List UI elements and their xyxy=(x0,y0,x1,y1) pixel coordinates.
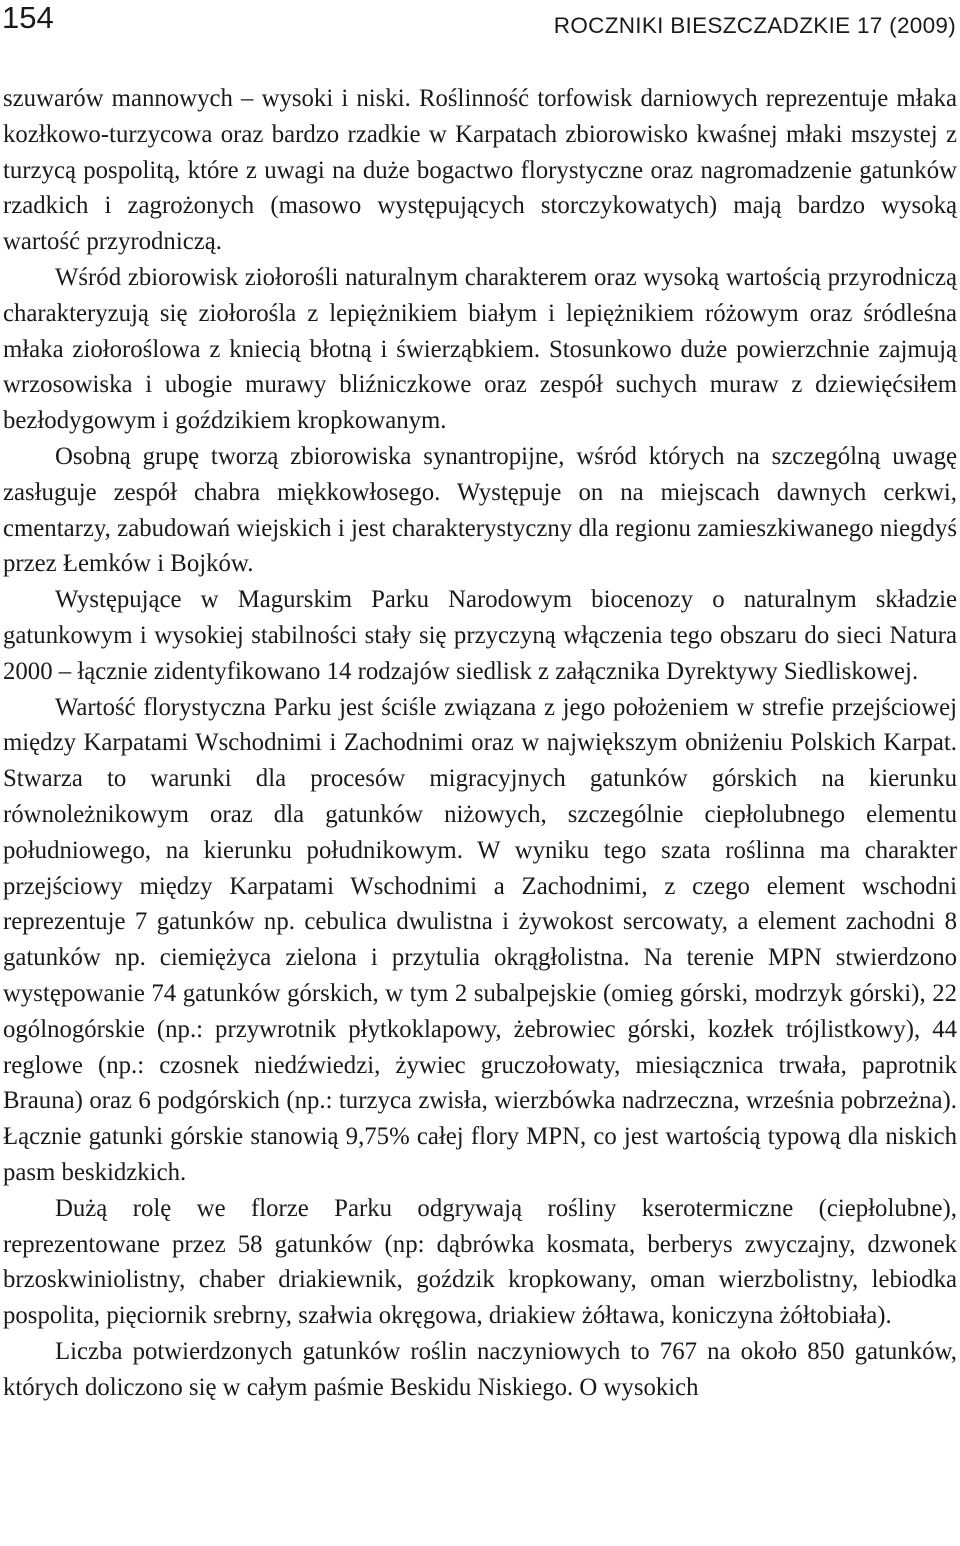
paragraph: Liczba potwierdzonych gatunków roślin naczyniowych to 767 na około 850 gatunków, których doliczono się w całym paśmie Beskidu Niskiego. O wysokich xyxy=(3,1337,957,1401)
page-header xyxy=(0,0,960,50)
paragraph: Występujące w Magurskim Parku Narodowym biocenozy o naturalnym składzie gatunkowym i wysokiej stabilności stały się przyczyną włączenia tego obszaru do sieci Natura 2000 – łącznie zidentyfikowano 14 rodzajów siedlisk z załącznika Dyrektywy Siedliskowej. xyxy=(3,586,957,685)
body-text xyxy=(3,81,957,1405)
paragraph: Dużą rolę we florze Parku odgrywają rośliny kserotermiczne (ciepłolubne), reprezentowane przez 58 gatunków (np: dąbrówka kosmata, berberys zwyczajny, dzwonek brzoskwiniolistny, chaber driakiewnik, goździk kropkowany, oman wierzbolistny, lebiodka pospolita, pięciornik srebrny, szałwia okręgowa, driakiew żółtawa, koniczyna żółtobiała). xyxy=(3,1194,957,1330)
running-head: ROCZNIKI BIESZCZADZKIE 17 (2009) xyxy=(553,13,956,38)
paragraph: Osobną grupę tworzą zbiorowiska synantropijne, wśród których na szczególną uwagę zasługuje zespół chabra miękkowłosego. Występuje on na miejscach dawnych cerkwi, cmentarzy, zabudowań wiejskich i jest charakterystyczny dla regionu zamieszkiwanego niegdyś przez Łemków i Bojków. xyxy=(3,442,957,578)
paragraph: szuwarów mannowych – wysoki i niski. Roślinność torfowisk darniowych reprezentuje młaka kozłkowo-turzycowa oraz bardzo rzadkie w Karpatach zbiorowisko kwaśnej młaki mszystej z turzycą pospolitą, które z uwagi na duże bogactwo florystyczne oraz nagromadzenie gatunków rzadkich i zagrożonych (masowo występujących storczykowatych) mają bardzo wysoką wartość przyrodniczą. xyxy=(3,85,957,256)
page-number: 154 xyxy=(2,0,54,35)
paragraph: Wartość florystyczna Parku jest ściśle związana z jego położeniem w strefie przejściowej między Karpatami Wschodnimi i Zachodnimi oraz w największym obniżeniu Polskich Karpat. Stwarza to warunki dla procesów migracyjnych gatunków górskich na kierunku równoleżnikowym oraz dla gatunków niżowych, szczególnie ciepłolubnego elementu południowego, na kierunku południkowym. W wyniku tego szata roślinna ma charakter przejściowy między Karpatami Wschodnimi a Zachodnimi, z czego element wschodni reprezentuje 7 gatunków np. cebulica dwulistna i żywokost sercowaty, a element zachodni 8 gatunków np. ciemiężyca zielona i przytulia okrągłolistna. Na terenie MPN stwierdzono występowanie 74 gatunków górskich, w tym 2 subalpejskie (omieg górski, modrzyk górski), 22 ogólnogórskie (np.: przywrotnik płytkoklapowy, żebrowiec górski, kozłek trójlistkowy), 44 reglowe (np.: czosnek niedźwiedzi, żywiec gruczołowaty, miesiącznica trwała, paprotnik Brauna) oraz 6 podgórskich (np.: turzyca zwisła, wierzbówka nadrzeczna, września pobrzeżna). Łącznie gatunki górskie stanowią 9,75% całej flory MPN, co jest wartością typową dla niskich pasm beskidzkich. xyxy=(3,693,957,1186)
paragraph: Wśród zbiorowisk ziołorośli naturalnym charakterem oraz wysoką wartością przyrodniczą charakteryzują się ziołorośla z lepiężnikiem białym i lepiężnikiem różowym oraz śródleśna młaka ziołoroślowa z kniecią błotną i świerząbkiem. Stosunkowo duże powierzchnie zajmują wrzosowiska i ubogie murawy bliźniczkowe oraz zespół suchych muraw z dziewięćsiłem bezłodygowym i goździkiem kropkowanym. xyxy=(3,263,957,435)
